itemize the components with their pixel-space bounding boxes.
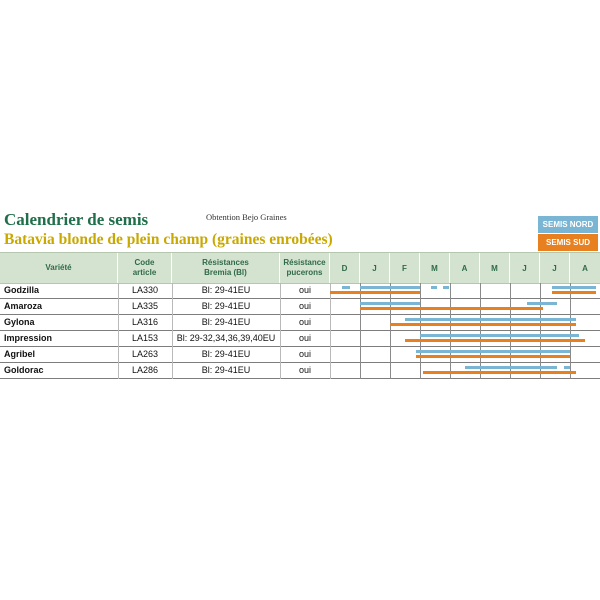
semis-sud-bar [360,307,543,310]
semis-sud-bar [423,371,474,374]
semis-sud-bar [330,291,420,294]
semis-nord-bar [420,334,579,337]
source-note: Obtention Bejo Graines [206,212,287,222]
bremia-resistance: Bl: 29-41EU [201,349,251,359]
header-month: F [390,253,420,283]
header-month: M [480,253,510,283]
variety-name: Gylona [4,317,35,327]
semis-nord-bar [405,318,576,321]
month-divider [360,283,361,379]
semis-nord-bar [342,286,350,289]
bremia-resistance: Bl: 29-41EU [201,301,251,311]
variety-name: Goldorac [4,365,44,375]
header-month: D [330,253,360,283]
article-code: LA263 [131,349,159,359]
variety-name: Agribel [4,349,36,359]
column-divider [280,283,281,379]
header-code: Code article [118,253,172,283]
header-pucerons: Résistance pucerons [280,253,330,283]
bremia-resistance: Bl: 29-41EU [201,365,251,375]
semis-nord-bar [527,302,557,305]
article-code: LA330 [131,285,159,295]
page-subtitle: Batavia blonde de plein champ (graines enrobées) [4,231,333,248]
article-code: LA335 [131,301,159,311]
month-divider [570,283,571,379]
aphid-resistance: oui [298,317,311,327]
aphid-resistance: oui [298,349,311,359]
bremia-resistance: Bl: 29-41EU [201,317,251,327]
variety-name: Godzilla [4,285,40,295]
article-code: LA286 [131,365,159,375]
legend-semis-nord: SEMIS NORD [538,216,598,233]
month-divider [540,283,541,379]
header-month: J [540,253,570,283]
bremia-resistance: Bl: 29-32,34,36,39,40EU [176,333,276,343]
semis-sud-bar [471,371,576,374]
semis-sud-bar [390,323,576,326]
header-month: J [360,253,390,283]
semis-nord-bar [360,302,420,305]
header-month: J [510,253,540,283]
semis-sud-bar [416,355,571,358]
semis-nord-bar [465,366,557,369]
aphid-resistance: oui [298,285,311,295]
bremia-resistance: Bl: 29-41EU [201,285,251,295]
month-divider [480,283,481,379]
aphid-resistance: oui [298,301,311,311]
article-code: LA153 [131,333,159,343]
header-month: M [420,253,450,283]
variety-name: Impression [4,333,53,343]
article-code: LA316 [131,317,159,327]
header-month: A [582,263,588,273]
semis-nord-bar [564,366,570,369]
header-resistances: Résistances Bremia (Bl) [172,253,280,283]
semis-nord-bar [443,286,449,289]
semis-nord-bar [416,350,571,353]
header-variete: Variété [0,253,118,283]
column-divider [330,283,331,379]
column-divider [172,283,173,379]
month-divider [450,283,451,379]
legend-semis-sud: SEMIS SUD [538,234,598,251]
variety-name: Amaroza [4,301,43,311]
header-month: A [450,253,480,283]
column-divider [118,283,119,379]
semis-sud-bar [405,339,585,342]
month-divider [510,283,511,379]
semis-nord-bar [552,286,596,289]
aphid-resistance: oui [298,365,311,375]
page-title: Calendrier de semis [4,210,149,229]
semis-sud-bar [552,291,596,294]
aphid-resistance: oui [298,333,311,343]
semis-nord-bar [431,286,437,289]
month-divider [420,283,421,379]
semis-nord-bar [360,286,420,289]
table-header [0,252,600,284]
month-divider [390,283,391,379]
